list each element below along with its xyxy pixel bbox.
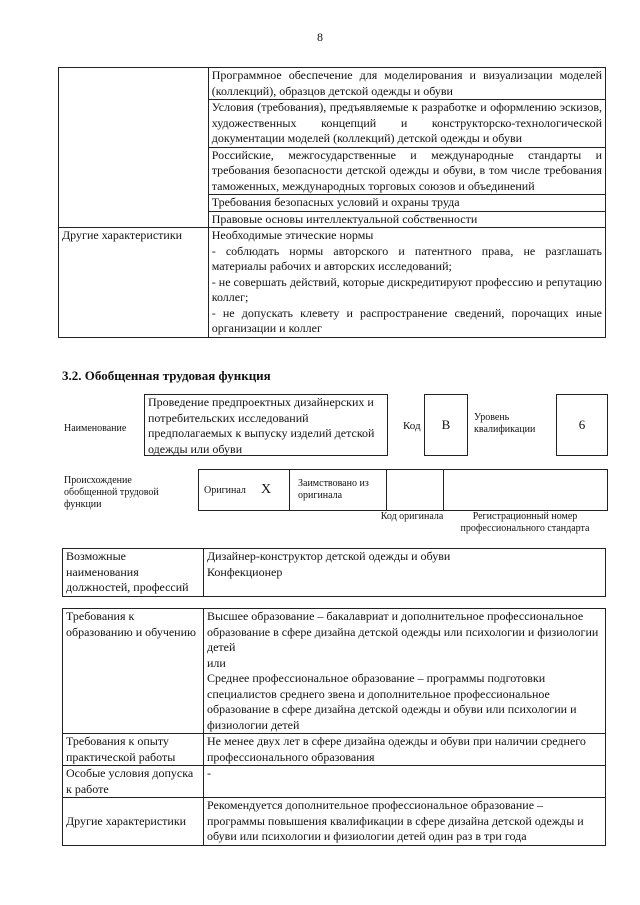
table-cell: Рекомендуется дополнительное профессиональное образование – программы повышения квалификации в сфере дизайна детской одежды и обуви или психологии и физиологии детей один раз в три года [204,798,606,846]
original-label: Оригинал [204,485,246,496]
origin-code-caption: Код оригинала [380,511,444,522]
page-number: 8 [317,30,323,44]
table-row [63,734,606,766]
cell-line: - соблюдать нормы авторского и патентного права, не разглашать материалы рабочих и авторских исследований; [211,243,602,273]
table-cell: Программное обеспечение для моделирования и визуализации моделей (коллекций), образцов детской одежды и обуви [208,68,605,100]
position-item: Дизайнер-конструктор детской одежды и обуви [207,549,451,563]
origin-label: Происхождение обобщенной трудовой функции [64,475,159,510]
row-label [59,68,209,228]
positions-table [62,548,606,597]
table-cell [208,228,605,338]
cell-line: - не допускать клевету и распространение сведений, порочащих иные организации и коллег [211,305,602,335]
name-value: Проведение предпроектных дизайнерских и потребительских исследований предполагаемых к выпуску изделий детской одежды или обуви [144,394,388,456]
table-cell: Правовые основы интеллектуальной собственности [208,211,605,228]
cell-line: или [207,655,226,670]
level-label: Уровень квалификации [474,412,536,435]
name-label: Наименование [64,423,127,434]
knowledge-table [58,67,606,338]
row-label: Требования к образованию и обучению [63,609,204,734]
table-cell: Российские, межгосударственные и международные стандарты и требования безопасности детской одежды и обуви, в том числе требования таможенных, международных торговых союзов и объединений [208,147,605,195]
cell-line: - не совершать действий, которые дискредитируют профессию и репутацию коллег; [211,274,602,304]
table-cell [204,609,606,734]
row-label: Особые условия допуска к работе [63,766,204,798]
row-label: Другие характеристики [63,798,204,846]
level-value: 6 [556,394,608,456]
table-cell: Требования безопасных условий и охраны труда [208,195,605,212]
original-cell [198,469,290,511]
cell-line: Необходимые этические нормы [211,228,374,242]
section-heading: 3.2. Обобщенная трудовая функция [62,368,271,383]
table-row [63,549,606,597]
requirements-table [62,608,606,846]
row-label: Требования к опыту практической работы [63,734,204,766]
table-cell: - [204,766,606,798]
cell-line: Среднее профессиональное образование – программы подготовки специалистов среднего звена и дополнительное профессиональное образование в сфере дизайна детской одежды и обуви или психологии и физиологии детей [207,671,577,732]
cell-line: Высшее образование – бакалавриат и дополнительное профессиональное образование в сфере дизайна детской одежды или психологии и физиологии детей [207,609,599,654]
table-row [63,609,606,734]
position-item: Конфекционер [207,564,283,579]
row-label: Другие характеристики [59,228,209,338]
row-label: Возможные наименования должностей, профессий [63,549,204,597]
table-cell [204,549,606,597]
original-mark: X [261,482,272,497]
table-row [59,228,606,338]
borrowed-cell [289,469,387,511]
borrowed-label: Заимствовано из оригинала [298,478,369,501]
table-cell: Условия (требования), предъявляемые к разработке и оформлению эскизов, художественных концепций и конструкторско-технологической документации моделей (коллекций) детской одежды и обуви [208,100,605,148]
table-row [59,68,606,100]
table-row [63,766,606,798]
reg-number-cell [443,469,608,511]
origin-code-cell [386,469,444,511]
code-value: B [424,394,468,456]
reg-number-caption: Регистрационный номер профессионального стандарта [460,511,590,534]
code-label: Код [403,420,421,432]
table-row [63,798,606,846]
table-cell: Не менее двух лет в сфере дизайна одежды и обуви при наличии среднего профессионального образования [204,734,606,766]
